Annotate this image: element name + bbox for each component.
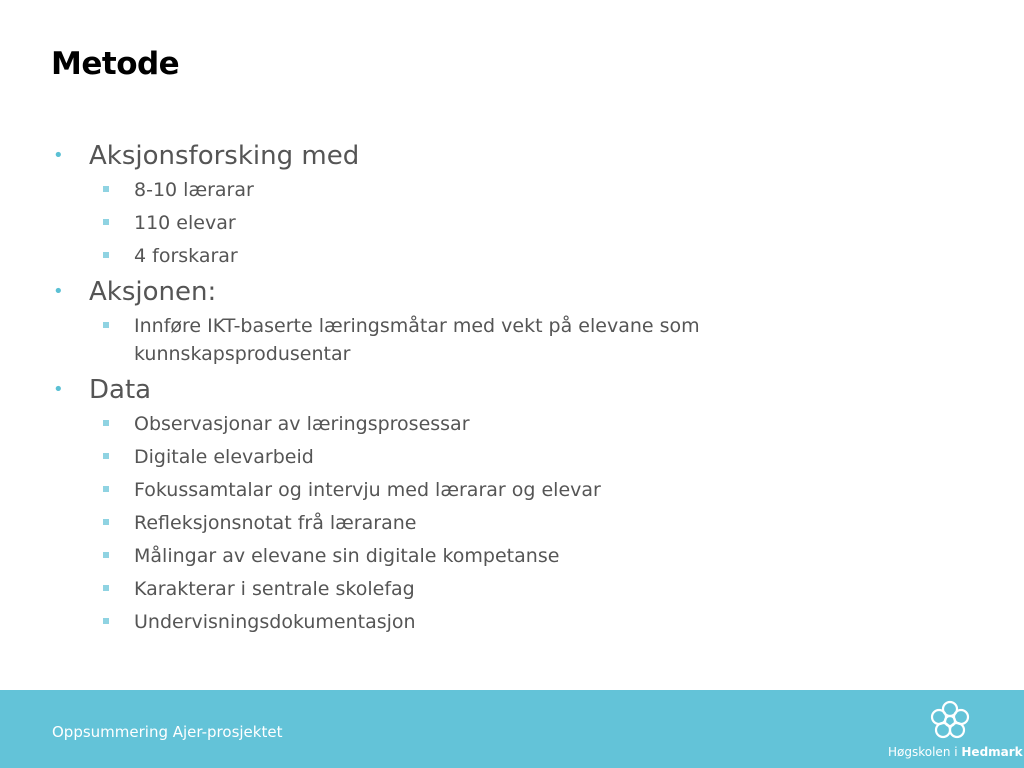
- knot-flower-icon: [929, 700, 971, 742]
- bullet-level2: [0, 312, 1024, 368]
- square-bullet-icon: [103, 552, 109, 558]
- bullet-level2-text: Digitale elevarbeid: [134, 446, 314, 468]
- bullet-dot-icon: •: [53, 379, 64, 400]
- bullet-level2-text: Observasjonar av læringsprosessar: [134, 413, 470, 435]
- square-bullet-icon: [103, 519, 109, 525]
- bullet-level2-text: Fokussamtalar og intervju med lærarar og elevar: [134, 479, 601, 501]
- slide-title: Metode: [51, 46, 180, 82]
- bullet-level1-text: Data: [89, 375, 152, 405]
- bullet-dot-icon: •: [53, 145, 64, 166]
- bullet-level1: [0, 139, 1024, 173]
- bullet-level2-text: Refleksjonsnotat frå lærarane: [134, 512, 417, 534]
- square-bullet-icon: [103, 585, 109, 591]
- bullet-level2-text: 4 forskarar: [134, 245, 238, 267]
- square-bullet-icon: [103, 486, 109, 492]
- square-bullet-icon: [103, 322, 109, 328]
- bullet-level2-text: 8-10 lærarar: [134, 179, 254, 201]
- sub-bullet-list: [0, 312, 1024, 368]
- square-bullet-icon: [103, 186, 109, 192]
- sub-bullet-list: [0, 176, 1024, 270]
- bullet-level1: [0, 373, 1024, 407]
- bullet-level2: [0, 575, 1024, 603]
- bullet-level2: [0, 476, 1024, 504]
- logo-wordmark: [888, 745, 1023, 759]
- bullet-level2-text: Målingar av elevane sin digitale kompetanse: [134, 545, 560, 567]
- bullet-level2: [0, 410, 1024, 438]
- bullet-level1-text: Aksjonen:: [89, 277, 217, 307]
- bullet-dot-icon: •: [53, 281, 64, 302]
- bullet-level2: [0, 242, 1024, 270]
- square-bullet-icon: [103, 219, 109, 225]
- square-bullet-icon: [103, 252, 109, 258]
- bullet-level2: [0, 542, 1024, 570]
- footer-presentation-name: Oppsummering Ajer-prosjektet: [52, 723, 283, 741]
- bullet-level1: [0, 275, 1024, 309]
- logo-prefix: Høgskolen i: [888, 745, 962, 759]
- bullet-level2-text: Karakterar i sentrale skolefag: [134, 578, 415, 600]
- bullet-level2-text: 110 elevar: [134, 212, 236, 234]
- bullet-level2: [0, 443, 1024, 471]
- bullet-level2-text: Innføre IKT-baserte læringsmåtar med vekt på elevane som kunnskapsprodusentar: [134, 315, 700, 365]
- square-bullet-icon: [103, 420, 109, 426]
- bullet-level2-text: Undervisningsdokumentasjon: [134, 611, 416, 633]
- square-bullet-icon: [103, 453, 109, 459]
- bullet-level2: [0, 608, 1024, 636]
- square-bullet-icon: [103, 618, 109, 624]
- bullet-level2: [0, 509, 1024, 537]
- bullet-level2: [0, 176, 1024, 204]
- logo-name: Hedmark: [961, 745, 1023, 759]
- sub-bullet-list: [0, 410, 1024, 636]
- bullet-level2: [0, 209, 1024, 237]
- bullet-level1-text: Aksjonsforsking med: [89, 141, 360, 171]
- footer-bar: [0, 690, 1024, 768]
- bullet-list: [0, 139, 1024, 641]
